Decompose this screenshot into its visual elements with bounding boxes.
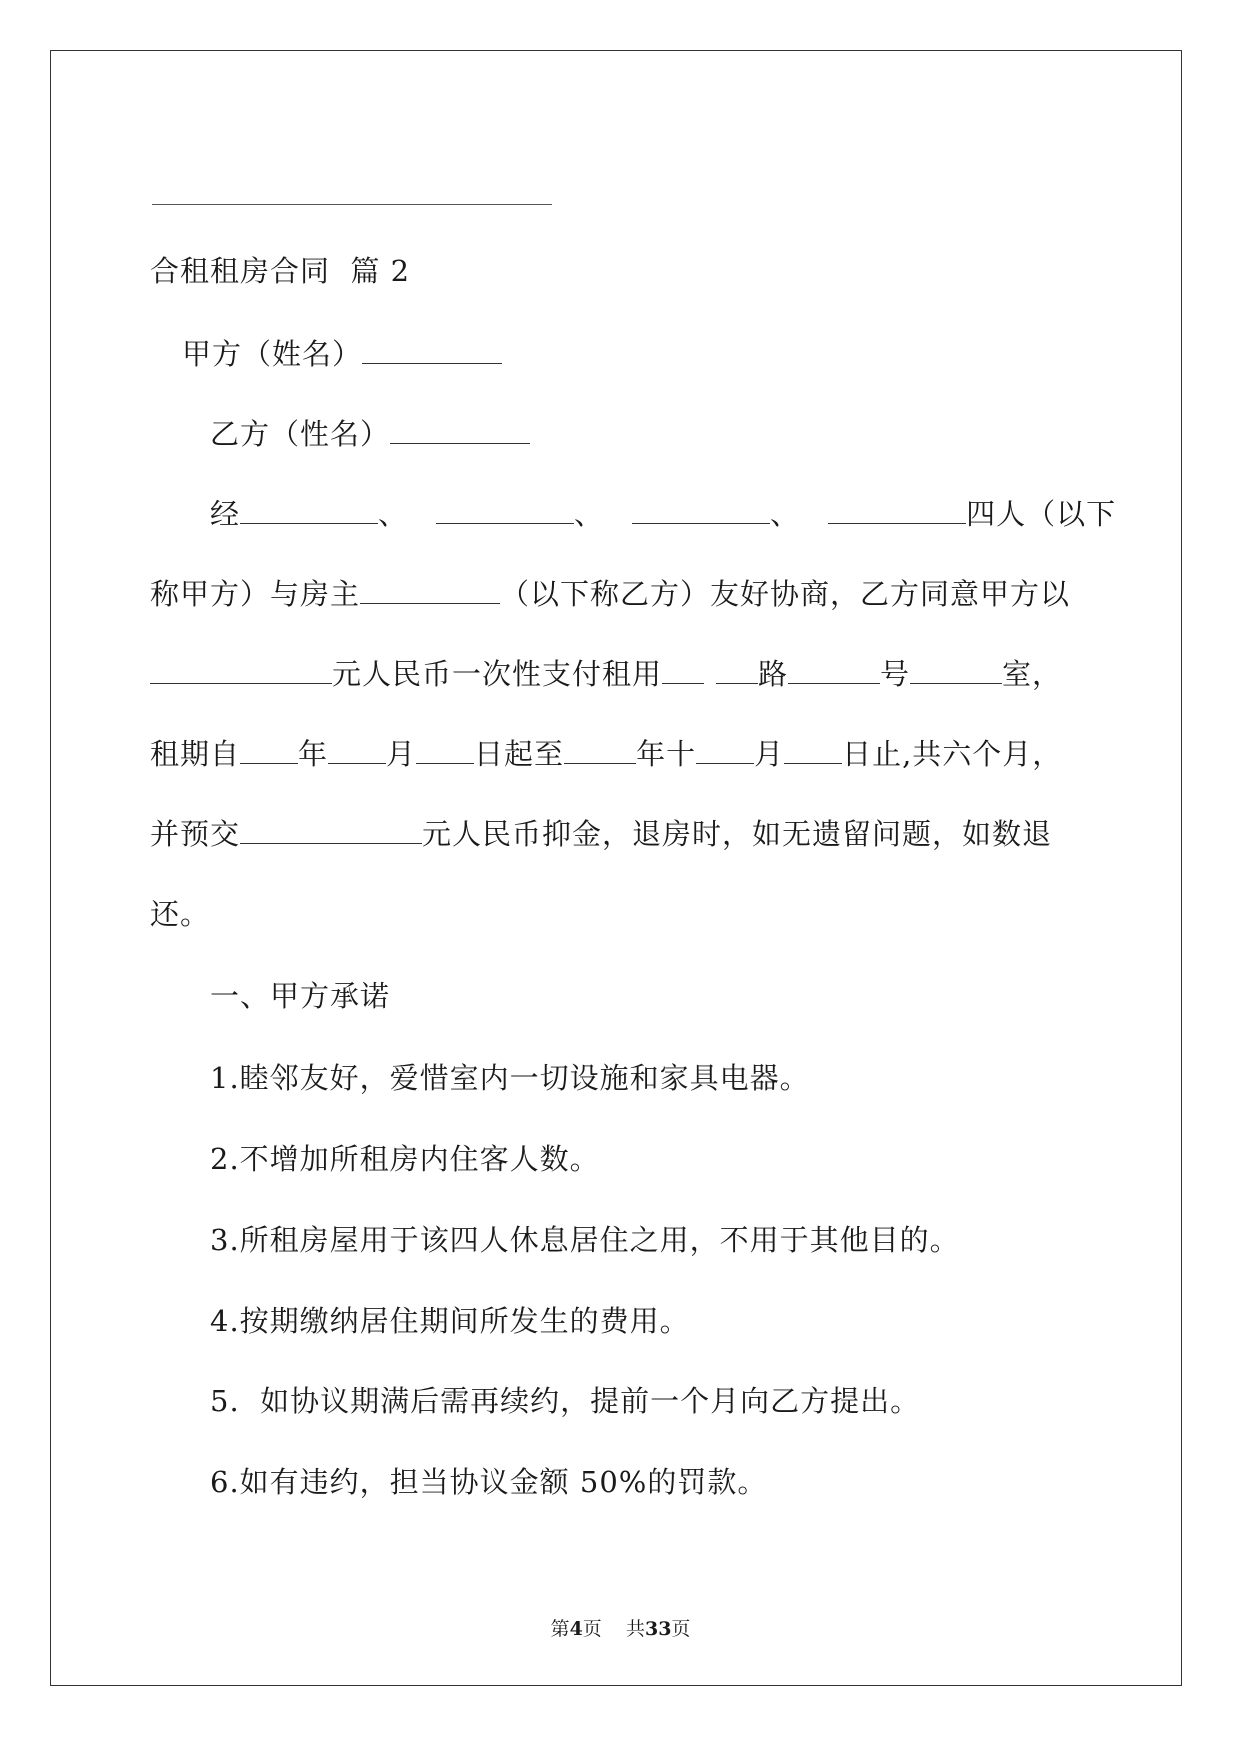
blank-field [828, 495, 966, 524]
page-frame [50, 50, 1182, 1686]
para1-line1 [210, 494, 1116, 534]
text-segment: 室， [1002, 657, 1063, 691]
text-segment: 四人（以下 [966, 497, 1117, 531]
blank-field [240, 735, 298, 764]
blank-field [416, 735, 474, 764]
text-segment: 日止,共六个月， [842, 737, 1063, 771]
party-a-blank [362, 335, 502, 364]
blank-field [910, 655, 1002, 684]
list-item: 1.睦邻友好，爱惜室内一切设施和家具电器。 [210, 1061, 810, 1095]
list-item: 2.不增加所租房内住客人数。 [210, 1142, 600, 1176]
current-page-number: 4 [569, 1618, 583, 1640]
text-segment: 并预交 [150, 817, 241, 851]
footer-text: 页 [671, 1618, 691, 1640]
text-segment: 月 [754, 737, 785, 771]
blank-field [632, 495, 770, 524]
blank-field [328, 735, 386, 764]
para1-line4 [150, 734, 1062, 774]
list-item: 6.如有违约，担当协议金额 50%的罚款。 [210, 1465, 768, 1499]
blank-field [436, 495, 574, 524]
section1-heading: 一、甲方承诺 [210, 979, 391, 1013]
top-divider [152, 204, 552, 205]
party-a-label: 甲方（姓名） [182, 337, 363, 371]
blank-field [716, 655, 758, 684]
text-segment: 经 [210, 497, 241, 531]
footer-text: 第 [550, 1618, 570, 1640]
blank-field [240, 495, 378, 524]
text-segment: 、 [378, 497, 409, 531]
text-segment: 元人民币抑金，退房时，如无遗留问题，如数退 [422, 817, 1053, 851]
para1-line6: 还。 [150, 897, 211, 931]
blank-field [696, 735, 754, 764]
total-pages-number: 33 [644, 1618, 672, 1640]
blank-field [662, 655, 704, 684]
party-b-label: 乙方（性名） [210, 417, 391, 451]
party-b-line [210, 414, 530, 454]
list-item: 4.按期缴纳居住期间所发生的费用。 [210, 1304, 690, 1338]
blank-field [360, 575, 500, 604]
text-segment: 称甲方）与房主 [150, 577, 361, 611]
page-footer [0, 1617, 1241, 1641]
text-segment: 日起至 [474, 737, 565, 771]
text-segment: 年 [298, 737, 329, 771]
party-a-line [182, 334, 502, 374]
text-segment: 年十 [636, 737, 697, 771]
text-segment: （以下称乙方）友好协商，乙方同意甲方以 [500, 577, 1071, 611]
footer-text: 页 共 [582, 1618, 645, 1640]
blank-field [784, 735, 842, 764]
text-segment: 、 [770, 497, 801, 531]
para1-line2 [150, 574, 1070, 614]
text-segment: 路 [758, 657, 789, 691]
text-segment: 元人民币一次性支付租用 [332, 657, 663, 691]
list-item: 3.所租房屋用于该四人休息居住之用，不用于其他目的。 [210, 1223, 960, 1257]
blank-field [150, 655, 332, 684]
blank-field [564, 735, 636, 764]
text-segment: 月 [386, 737, 417, 771]
para1-line3 [150, 654, 1062, 694]
blank-field [240, 815, 422, 844]
para1-line5 [150, 814, 1052, 854]
party-b-blank [390, 415, 530, 444]
blank-field [788, 655, 880, 684]
text-segment: 、 [574, 497, 605, 531]
text-segment: 号 [880, 657, 911, 691]
text-segment: 租期自 [150, 737, 241, 771]
list-item: 5. 如协议期满后需再续约，提前一个月向乙方提出。 [210, 1384, 921, 1418]
document-title: 合租租房合同 篇 2 [150, 254, 411, 288]
